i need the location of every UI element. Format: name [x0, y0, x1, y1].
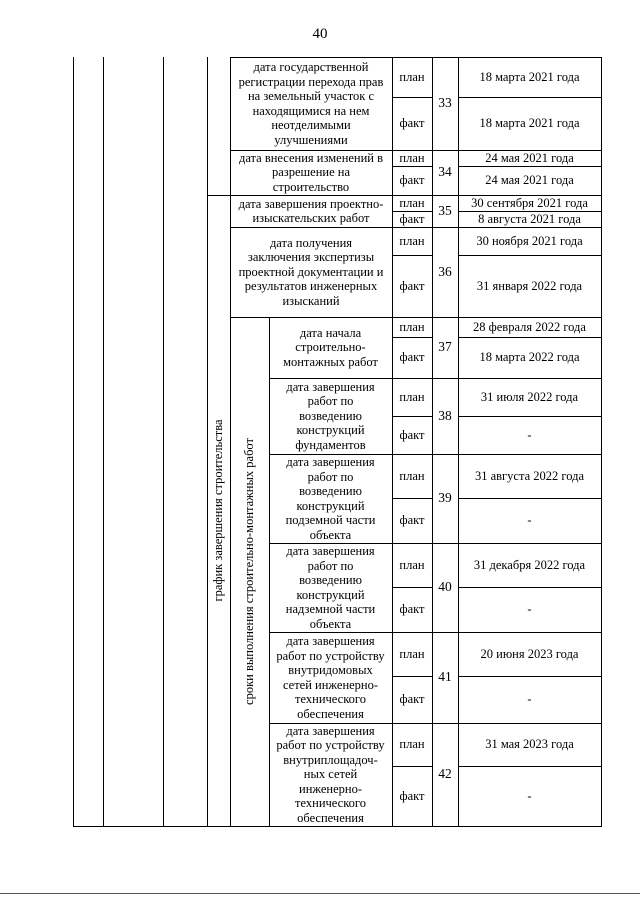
row-label-line: заключения экспертизы [247, 250, 375, 265]
row-label-line: обеспечения [297, 810, 364, 825]
row-label-line: конструкций [296, 498, 365, 513]
row-label [230, 195, 392, 227]
row-label-line: неотделимыми [271, 118, 351, 132]
row-label-line: работ по [307, 394, 354, 409]
fakt-label: факт [399, 173, 425, 188]
row-label-line: сетей инженерно- [282, 677, 379, 692]
row-label-line: дата завершения проектно- [238, 196, 384, 211]
row-label-line: ных сетей [303, 767, 358, 782]
fakt-date: 18 марта 2021 года [479, 116, 580, 131]
plan-label: план [399, 468, 425, 483]
plan-date: 30 ноября 2021 года [476, 233, 583, 248]
row-label-line: объекта [309, 527, 352, 542]
plan-date: 28 февраля 2022 года [473, 319, 586, 334]
vertical-label-construction: сроки выполнения строительно-монтажных работ [242, 438, 256, 705]
row-label [269, 378, 392, 454]
row-label-line: возведению [299, 408, 362, 423]
plan-label: план [399, 646, 425, 661]
plan-date: 20 июня 2023 года [480, 646, 579, 661]
row-label-line: внутридомовых [288, 663, 373, 677]
plan-date: 31 декабря 2022 года [473, 557, 586, 572]
row-label [230, 150, 392, 195]
plan-label: план [399, 195, 425, 210]
row-label-line: работ по устройству [276, 738, 385, 753]
row-label-line: внутриплощадоч- [283, 752, 378, 767]
fakt-date: 31 января 2022 года [476, 278, 583, 293]
plan-label: план [399, 150, 425, 165]
row-label-line: возведению [299, 573, 362, 587]
row-label-line: работ по [307, 469, 354, 484]
grid-vline [163, 57, 164, 826]
fakt-label: факт [399, 116, 425, 131]
row-label-line: проектной документации и [238, 264, 384, 279]
row-number: 40 [438, 579, 452, 595]
row-number: 41 [438, 669, 452, 685]
row-label-line: дата начала [299, 325, 362, 340]
fakt-date: 18 марта 2022 года [479, 350, 580, 365]
row-number: 42 [438, 766, 452, 782]
fakt-date: - [527, 427, 532, 442]
row-number: 37 [438, 339, 452, 355]
row-label-line: объекта [309, 616, 352, 631]
row-label-line: конструкций [296, 587, 365, 602]
grid-vline [601, 57, 602, 826]
row-label-line: фундаментов [295, 437, 366, 452]
plan-date: 18 марта 2021 года [479, 69, 580, 84]
row-number: 34 [438, 164, 452, 180]
row-number: 39 [438, 490, 452, 506]
row-label-line: подземной части [285, 513, 376, 527]
row-label-line: разрешение на [272, 165, 350, 180]
row-label-line: дата завершения [286, 455, 375, 469]
row-label [269, 632, 392, 723]
plan-label: план [399, 737, 425, 752]
page-number: 40 [312, 26, 328, 42]
row-label-line: изысканий [282, 293, 340, 308]
row-label-line: обеспечения [297, 706, 364, 721]
plan-label: план [399, 557, 425, 572]
row-number: 33 [438, 95, 452, 111]
fakt-label: факт [399, 513, 425, 528]
fakt-date: - [527, 692, 532, 707]
row-label [230, 227, 392, 317]
fakt-label: факт [399, 692, 425, 707]
fakt-label: факт [399, 350, 425, 365]
row-label-line: дата государственной [253, 60, 369, 74]
row-label-line: конструкций [296, 423, 365, 438]
vertical-label-schedule: график завершения строительства [210, 419, 225, 602]
row-label [269, 454, 392, 543]
plan-date: 31 августа 2022 года [474, 468, 585, 483]
row-label-line: находящимися на нем [252, 103, 370, 118]
fakt-date: - [527, 788, 532, 803]
row-label [269, 543, 392, 632]
grid-hline-bottom [73, 826, 602, 827]
row-label-line: возведению [299, 484, 362, 498]
row-label [269, 317, 392, 378]
bottom-rule [0, 893, 640, 894]
row-label-line: работ по устройству [276, 648, 385, 663]
plan-date: 31 мая 2023 года [485, 737, 574, 752]
grid-vline [73, 57, 74, 826]
row-label-line: регистрации перехода прав [238, 74, 384, 89]
plan-label: план [399, 233, 425, 248]
grid-vline [103, 57, 104, 826]
row-label-line: работ по [307, 558, 354, 573]
row-label-line: дата получения [269, 235, 353, 250]
fakt-label: факт [399, 278, 425, 293]
row-label-line: технического [295, 796, 366, 811]
row-label-line: монтажных работ [283, 354, 378, 369]
grid-vline [207, 57, 208, 826]
plan-label: план [399, 69, 425, 84]
row-number: 38 [438, 407, 452, 423]
row-label-line: надземной части [285, 602, 376, 616]
fakt-date: - [527, 513, 532, 528]
row-label-line: технического [295, 692, 366, 706]
row-label-line: на земельный участок с [247, 89, 375, 103]
fakt-date: 24 мая 2021 года [485, 173, 574, 188]
fakt-label: факт [399, 211, 425, 226]
row-label [269, 723, 392, 826]
row-label-line: изыскательских работ [252, 211, 370, 225]
plan-label: план [399, 319, 425, 334]
row-label-line: дата завершения [286, 379, 375, 394]
plan-label: план [399, 389, 425, 404]
plan-date: 24 мая 2021 года [485, 150, 574, 165]
row-label [230, 57, 392, 150]
fakt-label: факт [399, 788, 425, 803]
fakt-label: факт [399, 427, 425, 442]
row-label-line: улучшениями [274, 132, 348, 147]
row-label-line: строительство [272, 179, 350, 194]
fakt-label: факт [399, 602, 425, 617]
row-label-line: результатов инженерных [244, 279, 378, 294]
row-label-line: дата завершения [286, 634, 375, 648]
row-number: 35 [438, 202, 452, 218]
row-label-line: инженерно- [299, 781, 362, 796]
row-number: 36 [438, 263, 452, 279]
plan-date: 30 сентября 2021 года [471, 195, 588, 210]
row-label-line: строительно- [295, 340, 366, 355]
plan-date: 31 июля 2022 года [480, 389, 579, 404]
row-label-line: дата внесения изменений в [238, 150, 384, 165]
fakt-date: - [527, 602, 532, 617]
row-label-line: дата завершения [286, 544, 375, 558]
row-label-line: дата завершения [286, 723, 375, 738]
fakt-date: 8 августа 2021 года [478, 211, 581, 226]
